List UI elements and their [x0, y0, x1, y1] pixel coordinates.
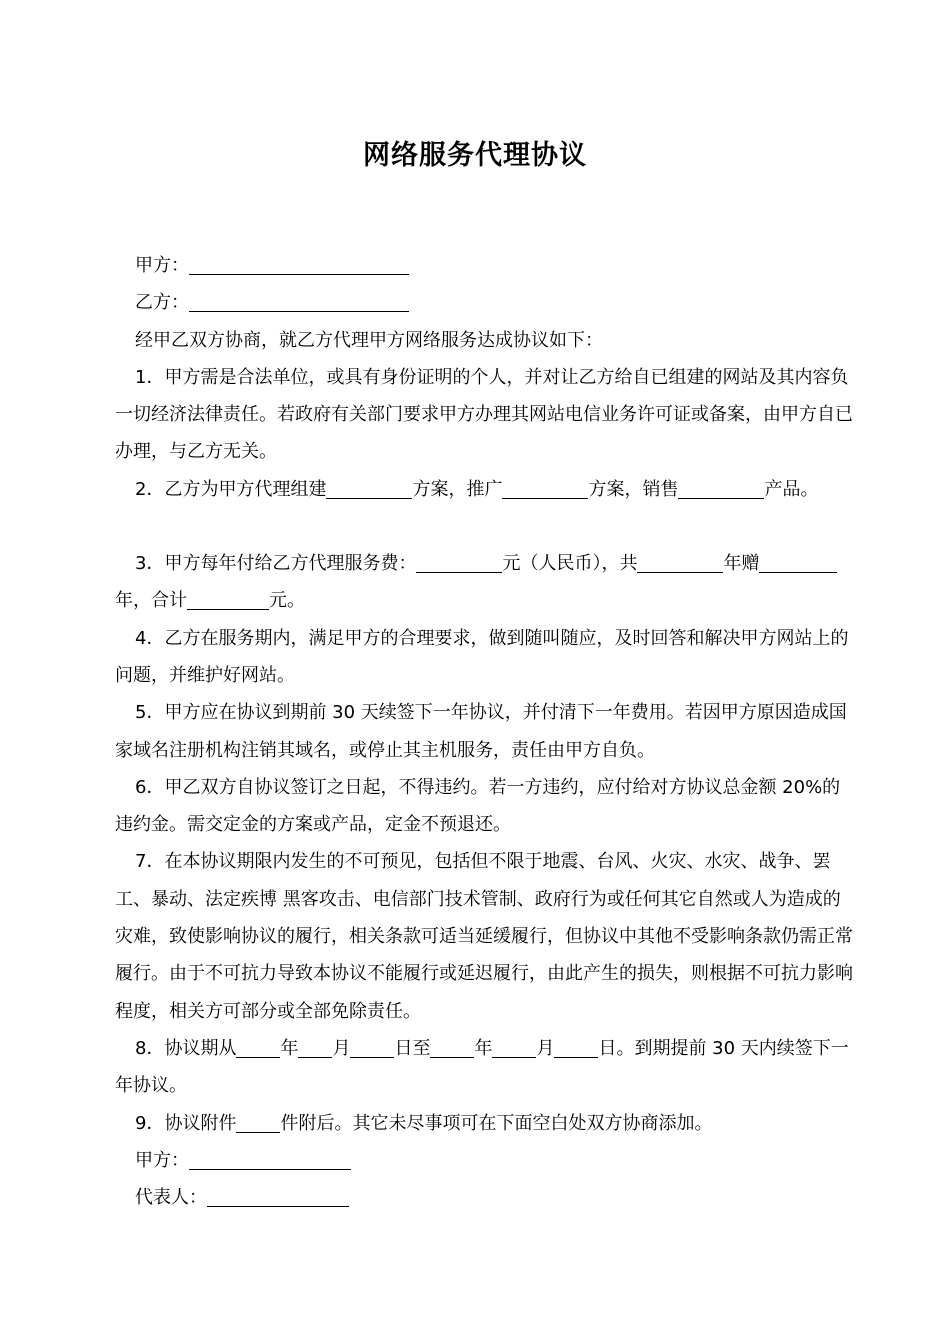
- clause-8-text-f: 月: [536, 1037, 555, 1059]
- sign-rep-line: [115, 1179, 855, 1216]
- party-a-label: 甲方：: [135, 255, 189, 276]
- clause-3-blank-3b: [793, 552, 837, 573]
- clause-3-blank-4: [187, 589, 269, 610]
- clause-2-text-b: 方案，推广: [412, 478, 503, 500]
- sign-party-a-line: [115, 1142, 855, 1179]
- clause-5: 5．甲方应在协议到期前 30 天续签下一年协议，并付清下一年费用。若因甲方原因造成国家域名注册机构注销其域名，或停止其主机服务，责任由甲方自负。: [115, 702, 847, 761]
- clause-3-blank-3a: [759, 552, 793, 573]
- clause-9-text-b: 件附后。其它未尽事项可在下面空白处双方协商添加。: [280, 1112, 713, 1134]
- party-b-line: [115, 284, 855, 321]
- clause-3-blank-1: [416, 552, 502, 573]
- clause-3-blank-2: [637, 552, 723, 573]
- clause-7: 7．在本协议期限内发生的不可预见，包括但不限于地震、台风、火灾、水灾、战争、罢工、暴动、法定疾博 黑客攻击、电信部门技术管制、政府行为或任何其它自然或人为造成的灾难，致使影响协议的履行，相关条款可适当延缓履行，但协议中其他不受影响条款仍需正常履行。由于不可抗力导致本协议不能履行或延迟履行，由此产生的损失，则根据不可抗力影响程度，相关方可部分或全部免除责任。: [115, 851, 853, 1022]
- sign-party-a-blank: [189, 1149, 351, 1170]
- clause-3-text-b: 元（人民币），共: [502, 553, 638, 575]
- clause-8-blank-1: [236, 1037, 280, 1058]
- clause-2-blank-3: [678, 478, 764, 499]
- clause-2-text-c: 方案，销售: [588, 478, 679, 500]
- clause-9-blank-1: [236, 1112, 280, 1133]
- clause-3-text-e: 元。: [269, 590, 305, 612]
- clause-1: 1．甲方需是合法单位，或具有身份证明的个人，并对让乙方给自已组建的网站及其内容负一切经济法律责任。若政府有关部门要求甲方办理其网站电信业务许可证或备案，由甲方自已办理，与乙方无关。: [115, 366, 853, 463]
- clause-8-blank-3: [350, 1037, 394, 1058]
- document-body: [115, 247, 855, 1216]
- clause-9: [115, 1105, 855, 1142]
- intro-paragraph: 经甲乙双方协商，就乙方代理甲方网络服务达成协议如下：: [135, 329, 603, 351]
- clause-3-text-a: 3．甲方每年付给乙方代理服务费：: [135, 553, 417, 575]
- clause-2-blank-2: [502, 478, 588, 499]
- clause-8-text-d: 日至: [394, 1037, 431, 1059]
- clause-2-text-a: 2．乙方为甲方代理组建: [135, 478, 327, 500]
- clause-8-blank-6: [554, 1037, 598, 1058]
- clause-8: [115, 1030, 855, 1105]
- party-b-label: 乙方：: [135, 292, 189, 314]
- clause-2-blank-1: [326, 478, 412, 499]
- sign-party-a-label: 甲方：: [135, 1149, 189, 1171]
- clause-8-blank-5: [492, 1037, 536, 1058]
- clause-2: [115, 471, 855, 508]
- clause-8-text-b: 年: [280, 1037, 299, 1059]
- clause-8-blank-2: [298, 1037, 332, 1058]
- clause-4: 4．乙方在服务期内，满足甲方的合理要求，做到随叫随应，及时回答和解决甲方网站上的问题，并维护好网站。: [115, 627, 849, 686]
- clause-8-text-c: 月: [332, 1037, 351, 1059]
- clause-3: [115, 545, 855, 620]
- clause-3-text-d: 年，合计: [115, 590, 187, 612]
- sign-rep-label: 代表人：: [135, 1187, 207, 1209]
- party-a-blank: [189, 254, 409, 275]
- clause-8-text-e: 年: [474, 1037, 493, 1059]
- clause-8-text-g: 日。到期提前 30 天内续签下一年协议。: [115, 1037, 849, 1097]
- clause-9-text-a: 9．协议附件: [135, 1112, 237, 1134]
- clause-8-blank-4: [430, 1037, 474, 1058]
- clause-3-text-c: 年赠: [723, 553, 760, 575]
- clause-8-text-a: 8．协议期从: [135, 1037, 237, 1059]
- party-a-line: [115, 247, 855, 284]
- document-title: 网络服务代理协议: [363, 140, 587, 171]
- clause-6: 6．甲乙双方自协议签订之日起，不得违约。若一方违约，应付给对方协议总金额 20%的违约金。需交定金的方案或产品，定金不预退还。: [115, 776, 841, 836]
- party-b-blank: [189, 291, 409, 312]
- sign-rep-blank: [207, 1186, 349, 1207]
- clause-2-text-d: 产品。: [764, 478, 819, 500]
